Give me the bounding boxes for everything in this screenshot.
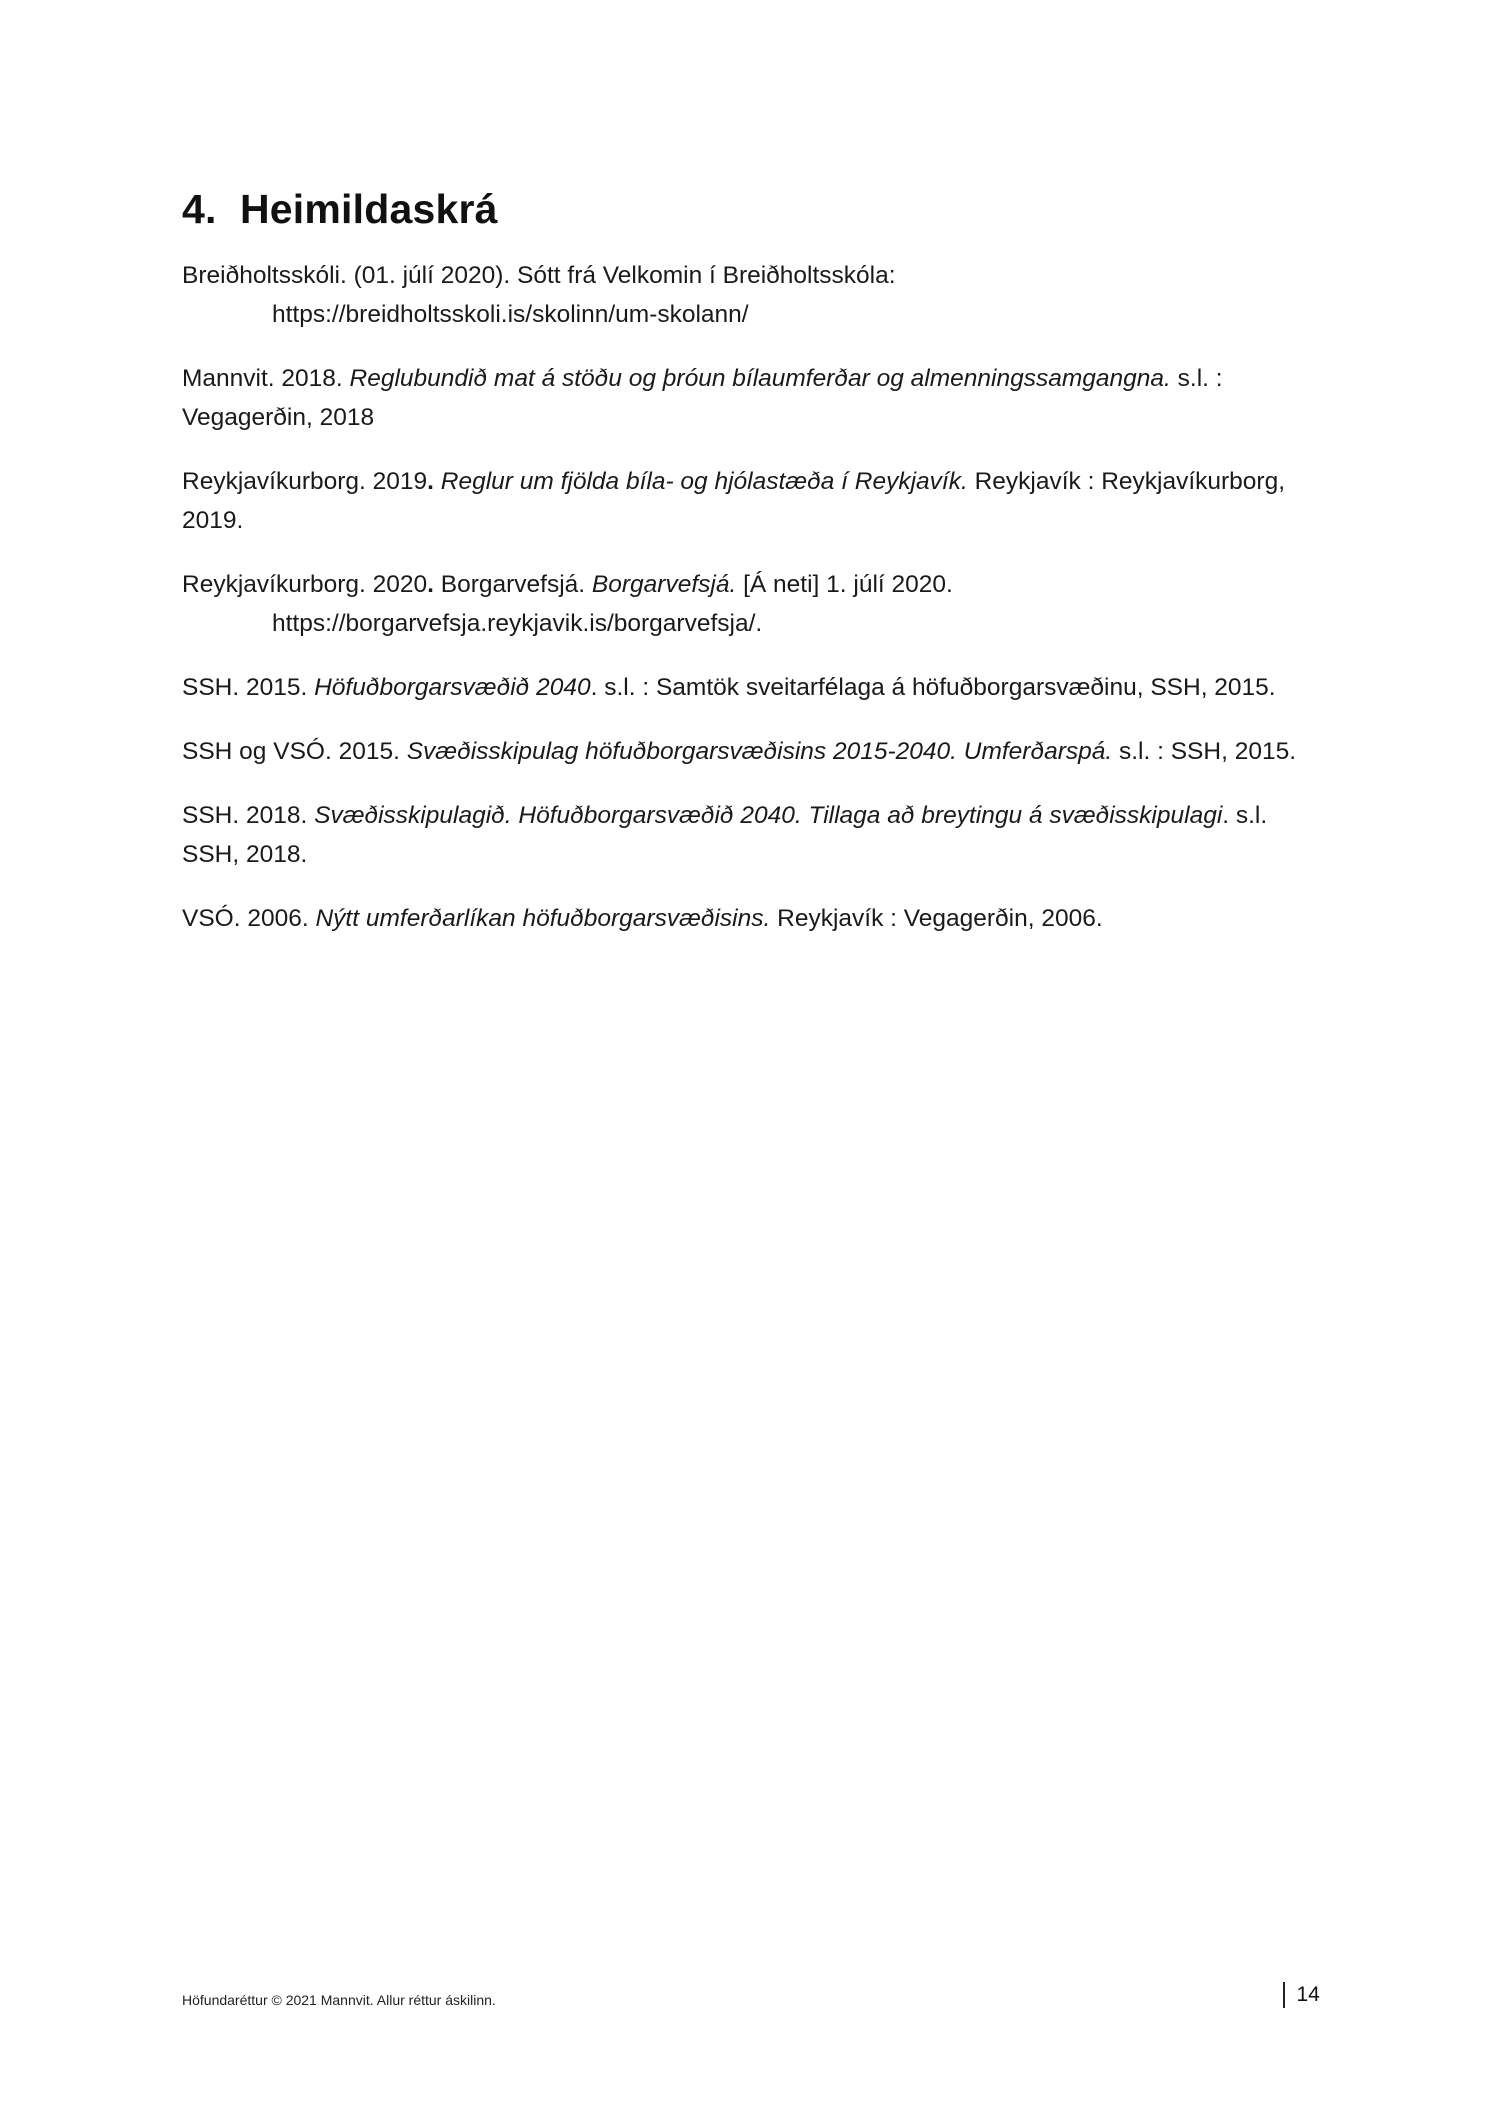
reference-text: Reykjavík : Reykjavíkurborg, (967, 468, 1286, 495)
page-number-divider (1283, 1982, 1285, 2008)
reference-title: Reglur um fjölda bíla- og hjólastæða í Reykjavík. (440, 468, 968, 495)
reference-line (182, 738, 1296, 765)
reference-text (434, 468, 441, 495)
reference-title: Höfuðborgarsvæðið 2040 (314, 674, 591, 701)
reference-line (182, 674, 1276, 701)
reference-line (182, 905, 1103, 932)
reference-line (182, 365, 1223, 392)
reference-line (182, 841, 307, 868)
reference-text: 2019. (182, 507, 244, 534)
reference-text: [Á neti] 1. júlí 2020. (736, 571, 953, 598)
reference-text: . (427, 571, 434, 598)
reference-text: SSH og VSÓ. 2015. (182, 738, 407, 765)
reference-text: Borgarvefsjá. (433, 571, 592, 598)
section-title: Heimildaskrá (240, 186, 498, 232)
reference-text: Reykjavíkurborg. 2019 (182, 468, 428, 495)
reference-text: . s.l. : Samtök sveitarfélaga á höfuðborgarsvæðinu, SSH, 2015. (590, 674, 1276, 701)
reference-text: SSH. 2015. (182, 674, 315, 701)
reference-entry (182, 732, 1332, 771)
reference-entry (182, 668, 1332, 707)
reference-title: Reglubundið mat á stöðu og þróun bílaumferðar og almenningssamgangna. (349, 365, 1171, 392)
reference-title: Borgarvefsjá. (591, 571, 737, 598)
footer-copyright: Höfundaréttur © 2021 Mannvit. Allur réttur áskilinn. (182, 1992, 496, 2008)
page-number-block (1283, 1980, 1320, 2010)
reference-line (182, 468, 1285, 495)
reference-entry (182, 565, 1332, 643)
reference-line (182, 571, 953, 598)
reference-entry (182, 256, 1332, 334)
reference-text: . s.l. (1222, 802, 1268, 829)
reference-text: . (427, 468, 434, 495)
section-number: 4. (182, 186, 217, 232)
reference-text: Reykjavíkurborg. 2020 (182, 571, 428, 598)
reference-title: Svæðisskipulagið. Höfuðborgarsvæðið 2040. Tillaga að breytingu á svæðisskipulagi (314, 802, 1223, 829)
reference-entry (182, 462, 1332, 540)
reference-line (182, 507, 243, 534)
reference-indented-line (182, 604, 1332, 643)
reference-text: Breiðholtsskóli. (01. júlí 2020). Sótt frá Velkomin í Breiðholtsskóla: (182, 262, 896, 289)
reference-line (182, 802, 1267, 829)
reference-text: s.l. : SSH, 2015. (1112, 738, 1297, 765)
reference-text: https://breidholtsskoli.is/skolinn/um-skolann/ (272, 301, 749, 328)
reference-text: https://borgarvefsja.reykjavik.is/borgarvefsja/. (272, 610, 763, 637)
reference-text: Reykjavík : Vegagerðin, 2006. (770, 905, 1103, 932)
reference-entry (182, 796, 1332, 874)
reference-text: s.l. : (1170, 365, 1223, 392)
page-number: 14 (1296, 1983, 1320, 2006)
reference-list (182, 256, 1332, 963)
section-heading (182, 186, 498, 233)
reference-text: Vegagerðin, 2018 (182, 404, 375, 431)
reference-line (182, 262, 896, 289)
reference-line (182, 404, 374, 431)
reference-title: Svæðisskipulag höfuðborgarsvæðisins 2015-2040. Umferðarspá. (406, 738, 1113, 765)
reference-text: Mannvit. 2018. (182, 365, 350, 392)
reference-entry (182, 359, 1332, 437)
reference-text: SSH. 2018. (182, 802, 315, 829)
reference-text: VSÓ. 2006. (182, 905, 316, 932)
reference-title: Nýtt umferðarlíkan höfuðborgarsvæðisins. (315, 905, 771, 932)
reference-indented-line (182, 295, 1332, 334)
reference-entry (182, 899, 1332, 938)
reference-text: SSH, 2018. (182, 841, 308, 868)
